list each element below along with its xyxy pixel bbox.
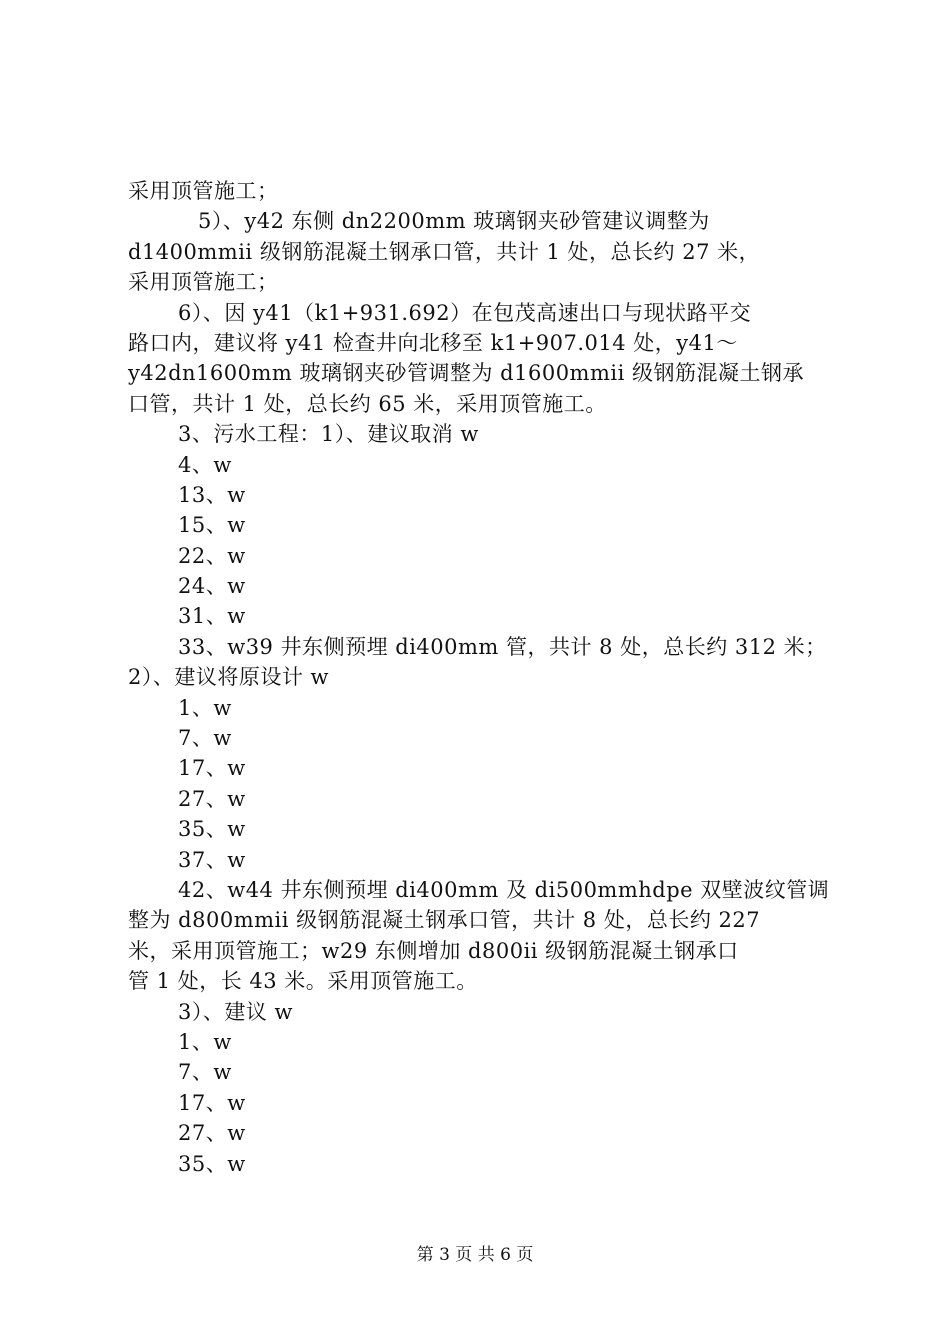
text-line: 27、w (178, 1121, 246, 1146)
page-number-footer: 第 3 页 共 6 页 (416, 1245, 534, 1265)
text-line: 米，采用顶管施工；w29 东侧增加 d800ii 级钢筋混凝土钢承口 (128, 938, 739, 963)
text-line: 7、w (178, 1060, 232, 1085)
text-line: 管 1 处，长 43 米。采用顶管施工。 (128, 969, 478, 994)
text-line: 4、w (178, 452, 232, 477)
text-line: 42、w44 井东侧预埋 di400mm 及 di500mmhdpe 双壁波纹管调 (178, 877, 830, 902)
text-line: 7、w (178, 726, 232, 751)
text-line: 24、w (178, 574, 246, 599)
text-line: 采用顶管施工； (128, 179, 279, 203)
text-line: 整为 d800mmii 级钢筋混凝土钢承口管，共计 8 处，总长约 227 (128, 908, 761, 933)
text-line: 15、w (178, 513, 246, 538)
text-line: 35、w (178, 1151, 246, 1176)
text-line: 31、w (178, 604, 246, 629)
text-line: 13、w (178, 482, 246, 507)
text-line: 路口内，建议将 y41 检查井向北移至 k1+907.014 处，y41～ (128, 330, 738, 355)
document-body (128, 176, 833, 1179)
text-line: 22、w (178, 543, 246, 568)
text-line: 3）、建议 w (178, 999, 294, 1024)
text-line: 5）、y42 东侧 dn2200mm 玻璃钢夹砂管建议调整为 (198, 209, 710, 234)
text-line: 27、w (178, 786, 246, 811)
text-line: 6）、因 y41（k1+931.692）在包茂高速出口与现状路平交 (178, 300, 752, 325)
text-line: 2）、建议将原设计 w (128, 665, 330, 690)
text-line: 35、w (178, 817, 246, 842)
text-line: 采用顶管施工； (128, 270, 279, 295)
text-line: 3、污水工程：1）、建议取消 w (178, 422, 479, 447)
text-line: 1、w (178, 1029, 232, 1054)
text-line: 33、w39 井东侧预埋 di400mm 管，共计 8 处，总长约 312 米； (178, 634, 827, 659)
text-line: 口管，共计 1 处，总长约 65 米，采用顶管施工。 (128, 391, 607, 416)
text-line: 1、w (178, 695, 232, 720)
text-line: 17、w (178, 756, 246, 781)
text-line: d1400mmii 级钢筋混凝土钢承口管，共计 1 处，总长约 27 米， (128, 239, 761, 264)
text-line: 17、w (178, 1090, 246, 1115)
text-line: y42dn1600mm 玻璃钢夹砂管调整为 d1600mmii 级钢筋混凝土钢承 (128, 361, 804, 386)
text-line: 37、w (178, 847, 246, 872)
